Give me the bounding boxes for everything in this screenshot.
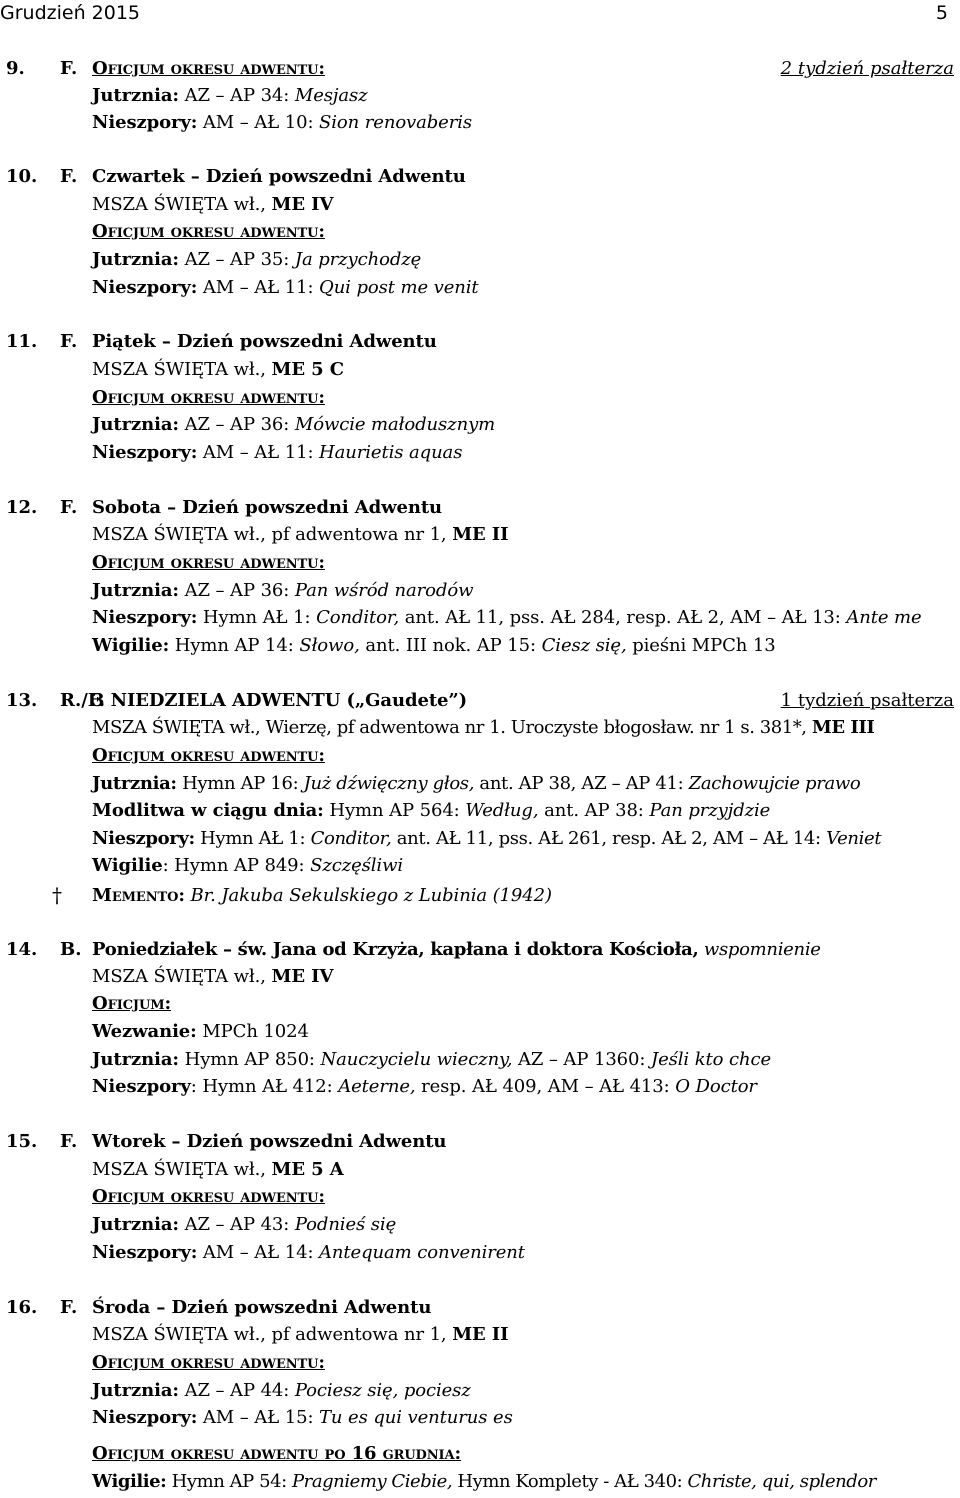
nieszpory-line: Nieszpory: AM – AŁ 11: Qui post me venit	[92, 277, 479, 298]
memento-line: Memento: Br. Jakuba Sekulskiego z Lubinia (1942)	[92, 885, 552, 906]
nieszpory-line: Nieszpory: AM – AŁ 10: Sion renovaberis	[92, 112, 473, 133]
day-color: F.	[60, 497, 78, 518]
day-number: 15.	[6, 1131, 38, 1152]
mass-line: MSZA ŚWIĘTA wł., ME 5 A	[92, 1159, 344, 1180]
office-heading: Oficjum okresu adwentu:	[92, 552, 325, 573]
wigilie-line: Wigilie: Hymn AP 14: Słowo, ant. III nok. AP 15: Ciesz się, pieśni MPCh 13	[92, 635, 776, 656]
office-heading: Oficjum okresu adwentu:	[92, 1186, 325, 1207]
day-number: 12.	[6, 497, 38, 518]
day-number: 16.	[6, 1297, 38, 1318]
jutrznia-line: Jutrznia: Hymn AP 850: Nauczycielu wieczny, AZ – AP 1360: Jeśli kto chce	[92, 1049, 772, 1070]
dagger-icon: †	[52, 883, 62, 907]
nieszpory-line: Nieszpory: AM – AŁ 14: Antequam convenirent	[92, 1242, 525, 1263]
day-number: 13.	[6, 690, 38, 711]
office-heading: Oficjum okresu adwentu:	[92, 221, 325, 242]
day-color: R./F.	[60, 690, 106, 711]
day-number: 11.	[6, 331, 38, 352]
day-title: Poniedziałek – św. Jana od Krzyża, kapłana i doktora Kościoła, wspomnienie	[92, 939, 821, 960]
office-heading: Oficjum okresu adwentu:	[92, 387, 325, 408]
mass-line: MSZA ŚWIĘTA wł., ME 5 C	[92, 359, 344, 380]
day-title: Czwartek – Dzień powszedni Adwentu	[92, 166, 466, 187]
office-heading: Oficjum okresu adwentu:	[92, 58, 325, 79]
day-color: F.	[60, 58, 78, 79]
mass-line: MSZA ŚWIĘTA wł., Wierzę, pf adwentowa nr 1. Uroczyste błogosław. nr 1 s. 381*, ME III	[92, 717, 875, 738]
day-title: 3 NIEDZIELA ADWENTU („Gaudete”)	[92, 690, 468, 711]
day-number: 14.	[6, 939, 38, 960]
jutrznia-line: Jutrznia: AZ – AP 43: Podnieś się	[92, 1214, 397, 1235]
nieszpory-line: Nieszpory: AM – AŁ 11: Haurietis aquas	[92, 442, 463, 463]
office-heading: Oficjum okresu adwentu:	[92, 745, 325, 766]
day-title: Środa – Dzień powszedni Adwentu	[92, 1297, 432, 1318]
day-title: Wtorek – Dzień powszedni Adwentu	[92, 1131, 447, 1152]
page-header	[0, 0, 960, 28]
mass-line: MSZA ŚWIĘTA wł., pf adwentowa nr 1, ME II	[92, 1324, 509, 1345]
nieszpory-line: Nieszpory: Hymn AŁ 1: Conditor, ant. AŁ 11, pss. AŁ 261, resp. AŁ 2, AM – AŁ 14: Veniet	[92, 828, 882, 849]
jutrznia-line: Jutrznia: AZ – AP 34: Mesjasz	[92, 85, 368, 106]
jutrznia-line: Jutrznia: AZ – AP 36: Mówcie małodusznym	[92, 414, 496, 435]
nieszpory-line: Nieszpory: Hymn AŁ 412: Aeterne, resp. AŁ 409, AM – AŁ 413: O Doctor	[92, 1076, 757, 1097]
mass-line: MSZA ŚWIĘTA wł., ME IV	[92, 966, 334, 987]
day-color: B.	[60, 939, 82, 960]
page-number: 5	[935, 2, 948, 24]
page-title: Grudzień 2015	[0, 2, 141, 24]
psalter-week: 2 tydzień psałterza	[780, 58, 954, 79]
wigilie-line: Wigilie: Hymn AP 54: Pragniemy Ciebie, Hymn Komplety - AŁ 340: Christe, qui, splendor	[92, 1471, 876, 1492]
day-title: Piątek – Dzień powszedni Adwentu	[92, 331, 437, 352]
modlitwa-line: Modlitwa w ciągu dnia: Hymn AP 564: Według, ant. AP 38: Pan przyjdzie	[92, 800, 771, 821]
day-title: Sobota – Dzień powszedni Adwentu	[92, 497, 443, 518]
day-color: F.	[60, 1297, 78, 1318]
wigilie-line: Wigilie: Hymn AP 849: Szczęśliwi	[92, 855, 404, 876]
day-number: 9.	[6, 58, 25, 79]
jutrznia-line: Jutrznia: Hymn AP 16: Już dźwięczny głos, ant. AP 38, AZ – AP 41: Zachowujcie prawo	[92, 773, 861, 794]
office-heading-after-16: Oficjum okresu adwentu po 16 grudnia:	[92, 1443, 462, 1464]
psalter-week: 1 tydzień psałterza	[780, 690, 954, 711]
office-heading: Oficjum:	[92, 993, 172, 1014]
mass-line: MSZA ŚWIĘTA wł., ME IV	[92, 194, 334, 215]
day-color: F.	[60, 166, 78, 187]
nieszpory-line: Nieszpory: AM – AŁ 15: Tu es qui venturus es	[92, 1407, 513, 1428]
jutrznia-line: Jutrznia: AZ – AP 44: Pociesz się, pociesz	[92, 1380, 471, 1401]
wezwanie-line: Wezwanie: MPCh 1024	[92, 1021, 309, 1042]
day-color: F.	[60, 331, 78, 352]
day-number: 10.	[6, 166, 38, 187]
jutrznia-line: Jutrznia: AZ – AP 35: Ja przychodzę	[92, 249, 422, 270]
jutrznia-line: Jutrznia: AZ – AP 36: Pan wśród narodów	[92, 580, 474, 601]
nieszpory-line: Nieszpory: Hymn AŁ 1: Conditor, ant. AŁ 11, pss. AŁ 284, resp. AŁ 2, AM – AŁ 13: Ante me	[92, 607, 922, 628]
day-color: F.	[60, 1131, 78, 1152]
mass-line: MSZA ŚWIĘTA wł., pf adwentowa nr 1, ME II	[92, 524, 509, 545]
office-heading: Oficjum okresu adwentu:	[92, 1352, 325, 1373]
